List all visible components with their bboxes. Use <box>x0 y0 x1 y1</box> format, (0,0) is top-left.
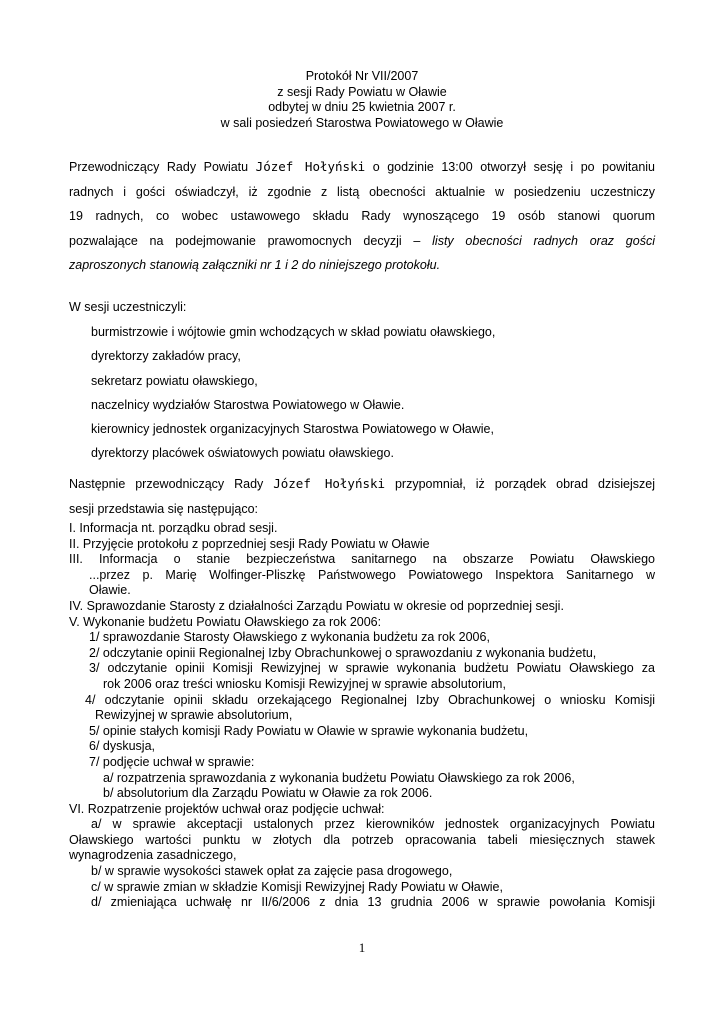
header-session: z sesji Rady Powiatu w Oławie <box>277 84 447 99</box>
opening-paragraph <box>69 155 655 278</box>
agenda-subitem: 4/ odczytanie opinii składu orzekającego Regionalnej Izby Obrachunkowej o wniosku Komisji <box>85 692 655 707</box>
agenda-item-continuation: ...przez p. Marię Wolfinger-Pliszkę Państwowego Powiatowego Inspektora Sanitarnego w <box>89 567 655 582</box>
agenda-item: V. Wykonanie budżetu Powiatu Oławskiego za rok 2006: <box>69 614 382 629</box>
agenda-subitem: d/ zmieniająca uchwałę nr II/6/2006 z dnia 13 grudnia 2006 w sprawie powołania Komisji <box>91 895 655 910</box>
list-item: sekretarz powiatu oławskiego, <box>91 373 258 388</box>
agenda-item: VI. Rozpatrzenie projektów uchwał oraz podjęcie uchwał: <box>69 801 385 816</box>
list-item: burmistrzowie i wójtowie gmin wchodzących w skład powiatu oławskiego, <box>91 325 496 339</box>
chairman-name: Józef Hołyński <box>273 476 386 491</box>
agenda-subitem: b/ w sprawie wysokości stawek opłat za zajęcie pasa drogowego, <box>91 864 453 879</box>
list-item: dyrektorzy zakładów pracy, <box>91 349 241 364</box>
agenda-subitem-continuation: rok 2006 oraz treści wniosku Komisji Rewizyjnej w sprawie absolutorium, <box>103 676 506 691</box>
agenda-item: III. Informacja o stanie bezpieczeństwa sanitarnego na obszarze Powiatu Oławskiego <box>69 552 655 567</box>
header-title: Protokół Nr VII/2007 <box>305 69 419 83</box>
agenda-subitem: 6/ dyskusja, <box>89 739 156 754</box>
agenda-subitem: a/ w sprawie akceptacji ustalonych przez kierowników jednostek organizacyjnych Powiatu <box>91 817 655 832</box>
agenda-intro-paragraph <box>69 472 655 521</box>
agenda-subitem: 1/ sprawozdanie Starosty Oławskiego z wykonania budżetu za rok 2006, <box>89 630 490 645</box>
list-item: dyrektorzy placówek oświatowych powiatu oławskiego. <box>91 446 394 461</box>
list-item: naczelnicy wydziałów Starostwa Powiatowego w Oławie. <box>91 397 405 412</box>
agenda-intro-line: Następnie przewodniczący Rady Józef Hołyński przypomniał, iż porządek obrad dzisiejszej <box>69 476 655 491</box>
agenda-subsubitem: b/ absolutorium dla Zarządu Powiatu w Oławie za rok 2006. <box>103 786 433 801</box>
agenda-subitem: 5/ opinie stałych komisji Rady Powiatu w Oławie w sprawie wykonania budżetu, <box>89 723 529 738</box>
list-item: kierownicy jednostek organizacyjnych Starostwa Powiatowego w Oławie, <box>91 422 494 437</box>
agenda-subsubitem: a/ rozpatrzenia sprawozdania z wykonania budżetu Powiatu Oławskiego za rok 2006, <box>103 770 575 785</box>
chairman-name: Józef Hołyński <box>255 159 366 174</box>
opening-line: radnych i gości oświadczył, iż zgodnie z listą obecności aktualnie w posiedzeniu uczestniczy <box>69 184 655 199</box>
header-date: odbytej w dniu 25 kwietnia 2007 r. <box>268 100 456 114</box>
header-place: w sali posiedzeń Starostwa Powiatowego w Oławie <box>220 115 504 130</box>
opening-line: pozwalające na podejmowanie prawomocnych decyzji – listy obecności radnych oraz gości <box>69 233 655 248</box>
opening-line: Przewodniczący Rady Powiatu Józef Hołyński o godzinie 13:00 otworzył sesję i po powitaniu <box>69 159 655 174</box>
opening-line: zaproszonych stanowią załączniki nr 1 i 2 do niniejszego protokołu. <box>69 258 441 272</box>
attendance-title: W sesji uczestniczyli: <box>69 300 187 314</box>
agenda-item: II. Przyjęcie protokołu z poprzedniej sesji Rady Powiatu w Oławie <box>69 536 430 551</box>
opening-line: 19 radnych, co wobec ustawowego składu Rady wynoszącego 19 osób stanowi quorum <box>69 209 655 223</box>
agenda-intro-line: sesji przedstawia się następująco: <box>69 501 258 516</box>
agenda-subitem: c/ w sprawie zmian w składzie Komisji Rewizyjnej Rady Powiatu w Oławie, <box>91 879 503 894</box>
agenda-subitem: 3/ odczytanie opinii Komisji Rewizyjnej w sprawie wykonania budżetu Powiatu Oławskiego za <box>89 661 655 676</box>
agenda-subitem-continuation: wynagrodzenia zasadniczego, <box>69 848 237 863</box>
agenda-subitem-continuation: Oławskiego wartości punktu w złotych dla potrzeb opracowania tabeli miesięcznych stawek <box>69 832 655 847</box>
agenda-subitem: 2/ odczytanie opinii Regionalnej Izby Obrachunkowej o sprawozdaniu z wykonania budżetu, <box>89 645 597 660</box>
agenda-subitem: 7/ podjęcie uchwał w sprawie: <box>89 754 255 769</box>
agenda-item-continuation: Oławie. <box>89 583 131 598</box>
page-number: 1 <box>358 940 366 955</box>
agenda-subitem-continuation: Rewizyjnej w sprawie absolutorium, <box>95 708 293 723</box>
protocol-header <box>0 69 724 131</box>
attendance-list <box>91 320 495 466</box>
agenda-list <box>69 521 655 911</box>
agenda-item: I. Informacja nt. porządku obrad sesji. <box>69 521 278 535</box>
agenda-item: IV. Sprawozdanie Starosty z działalności Zarządu Powiatu w okresie od poprzedniej sesji. <box>69 598 564 613</box>
